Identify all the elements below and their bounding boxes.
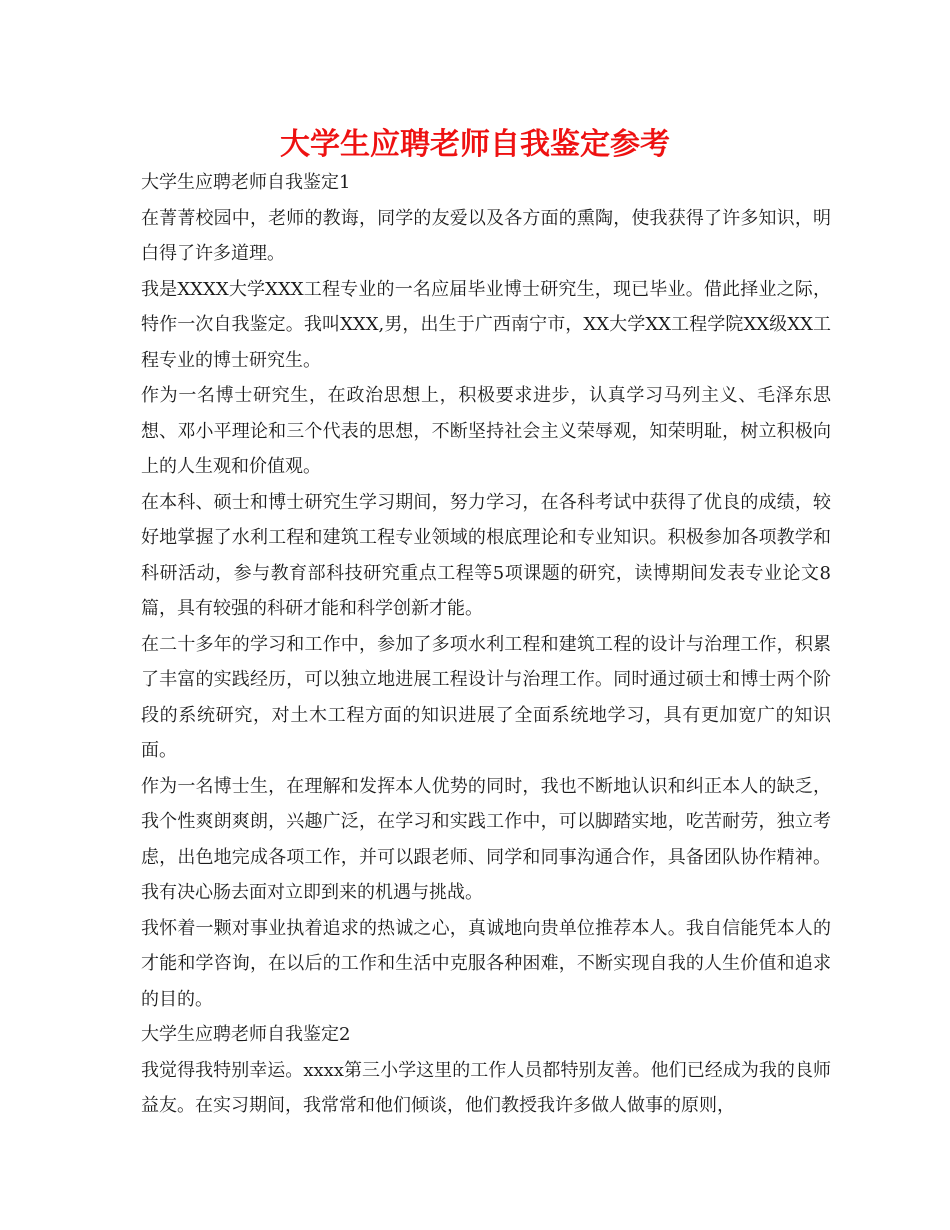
paragraph: 我怀着一颗对事业执着追求的热诚之心，真诚地向贵单位推荐本人。我自信能凭本人的才能和学咨询，在以后的工作和生活中克服各种困难，不断实现自我的人生价值和追求的目的。 <box>141 917 831 1010</box>
paragraph: 在二十多年的学习和工作中，参加了多项水利工程和建筑工程的设计与治理工作，积累了丰富的实践经历，可以独立地进展工程设计与治理工作。同时通过硕士和博士两个阶段的系统研究，对土木工程方面的知识进展了全面系统地学习，具有更加宽广的知识面。 <box>141 633 831 761</box>
paragraph: 在菁菁校园中，老师的教诲，同学的友爱以及各方面的熏陶，使我获得了许多知识，明白得了许多道理。 <box>141 207 831 264</box>
paragraph: 我觉得我特别幸运。xxxx第三小学这里的工作人员都特别友善。他们已经成为我的良师益友。在实习期间，我常常和他们倾谈，他们教授我许多做人做事的原则， <box>141 1059 831 1116</box>
paragraph: 作为一名博士生，在理解和发挥本人优势的同时，我也不断地认识和纠正本人的缺乏，我个性爽朗爽朗，兴趣广泛，在学习和实践工作中，可以脚踏实地，吃苦耐劳，独立考虑，出色地完成各项工作，并可以跟老师、同学和同事沟通合作，具备团队协作精神。我有决心肠去面对立即到来的机遇与挑战。 <box>141 775 831 903</box>
document-title: 大学生应聘老师自我鉴定参考 <box>280 127 670 162</box>
section-heading-1: 大学生应聘老师自我鉴定1 <box>141 172 351 193</box>
paragraph: 在本科、硕士和博士研究生学习期间，努力学习，在各科考试中获得了优良的成绩，较好地掌握了水利工程和建筑工程专业领域的根底理论和专业知识。积极参加各项教学和科研活动，参与教育部科技研究重点工程等5项课题的研究，读博期间发表专业论文8篇，具有较强的科研才能和科学创新才能。 <box>141 491 831 619</box>
paragraph: 作为一名博士研究生，在政治思想上，积极要求进步，认真学习马列主义、毛泽东思想、邓小平理论和三个代表的思想，不断坚持社会主义荣辱观，知荣明耻，树立积极向上的人生观和价值观。 <box>141 385 831 477</box>
paragraph: 我是XXXX大学XXX工程专业的一名应届毕业博士研究生，现已毕业。借此择业之际，特作一次自我鉴定。我叫XXX,男，出生于广西南宁市，XX大学XX工程学院XX级XX工程专业的博士研究生。 <box>141 278 831 371</box>
section-heading-2: 大学生应聘老师自我鉴定2 <box>141 1024 351 1045</box>
document-body <box>141 165 831 1124</box>
